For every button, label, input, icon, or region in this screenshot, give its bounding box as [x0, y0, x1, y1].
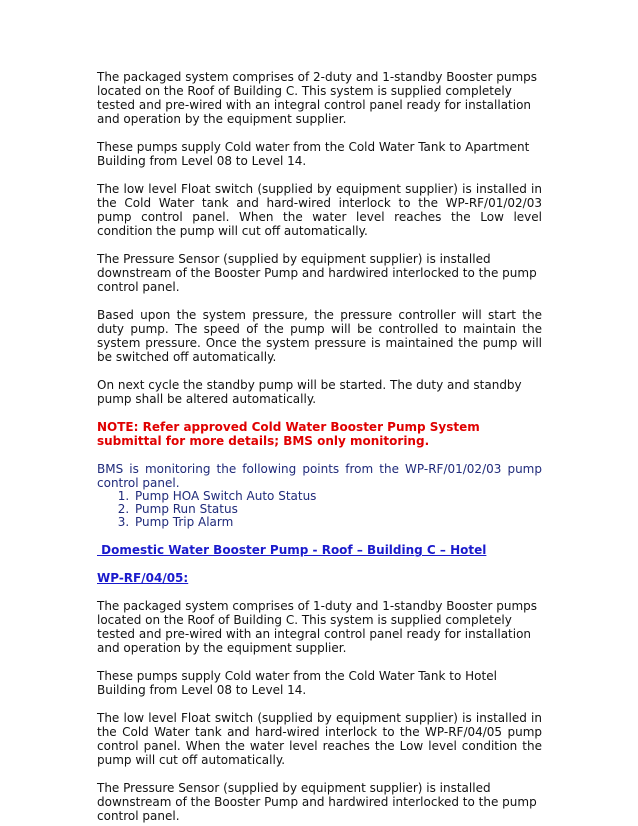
list-item: 1. Pump HOA Switch Auto Status — [133, 490, 542, 503]
section-heading-link[interactable]: Domestic Water Booster Pump - Roof – Building C – Hotel — [97, 543, 487, 557]
paragraph-float-switch-2: The low level Float switch (supplied by equipment supplier) is installed in the Cold Water tank and hard-wired interlock to the WP-RF/04/05 pump control panel. When the water level reaches the Low level condition the pump will cut off automatically. — [97, 711, 542, 767]
paragraph-pressure-control: Based upon the system pressure, the pressure controller will start the duty pump. The speed of the pump will be controlled to maintain the system pressure. Once the system pressure is maintained the pump will be switched off automatically. — [97, 308, 542, 364]
note-text: NOTE: Refer approved Cold Water Booster Pump System submittal for more details; BMS only monitoring. — [97, 420, 480, 448]
paragraph-packaged-system: The packaged system comprises of 2-duty and 1-standby Booster pumps located on the Roof of Building C. This system is supplied completely tested and pre-wired with an integral control panel ready for installation and operation by the equipment supplier. — [97, 70, 538, 126]
paragraph-float-switch: The low level Float switch (supplied by equipment supplier) is installed in the Cold Water tank and hard-wired interlock to the WP-RF/01/02/03 pump control panel. When the water level reaches the Low level condition the pump will cut off automatically. — [97, 182, 542, 238]
list-item: 3. Pump Trip Alarm — [133, 516, 542, 529]
equipment-tag-heading[interactable]: WP-RF/04/05: — [97, 571, 189, 585]
paragraph-pumps-supply: These pumps supply Cold water from the Cold Water Tank to Apartment Building from Level 08 to Level 14. — [97, 140, 530, 168]
bms-intro-text: BMS is monitoring the following points from the WP-RF/01/02/03 pump control panel. — [97, 462, 542, 490]
paragraph-pressure-sensor: The Pressure Sensor (supplied by equipment supplier) is installed downstream of the Booster Pump and hardwired interlocked to the pump control panel. — [97, 252, 537, 294]
paragraph-pressure-sensor-2: The Pressure Sensor (supplied by equipment supplier) is installed downstream of the Booster Pump and hardwired interlocked to the pump control panel. — [97, 781, 537, 823]
monitoring-points-list — [97, 490, 542, 529]
paragraph-standby-cycle: On next cycle the standby pump will be started. The duty and standby pump shall be altered automatically. — [97, 378, 522, 406]
paragraph-pumps-supply-2: These pumps supply Cold water from the Cold Water Tank to Hotel Building from Level 08 to Level 14. — [97, 669, 497, 697]
list-item: 2. Pump Run Status — [133, 503, 542, 516]
paragraph-packaged-system-2: The packaged system comprises of 1-duty and 1-standby Booster pumps located on the Roof of Building C. This system is supplied completely tested and pre-wired with an integral control panel ready for installation and operation by the equipment supplier. — [97, 599, 538, 655]
